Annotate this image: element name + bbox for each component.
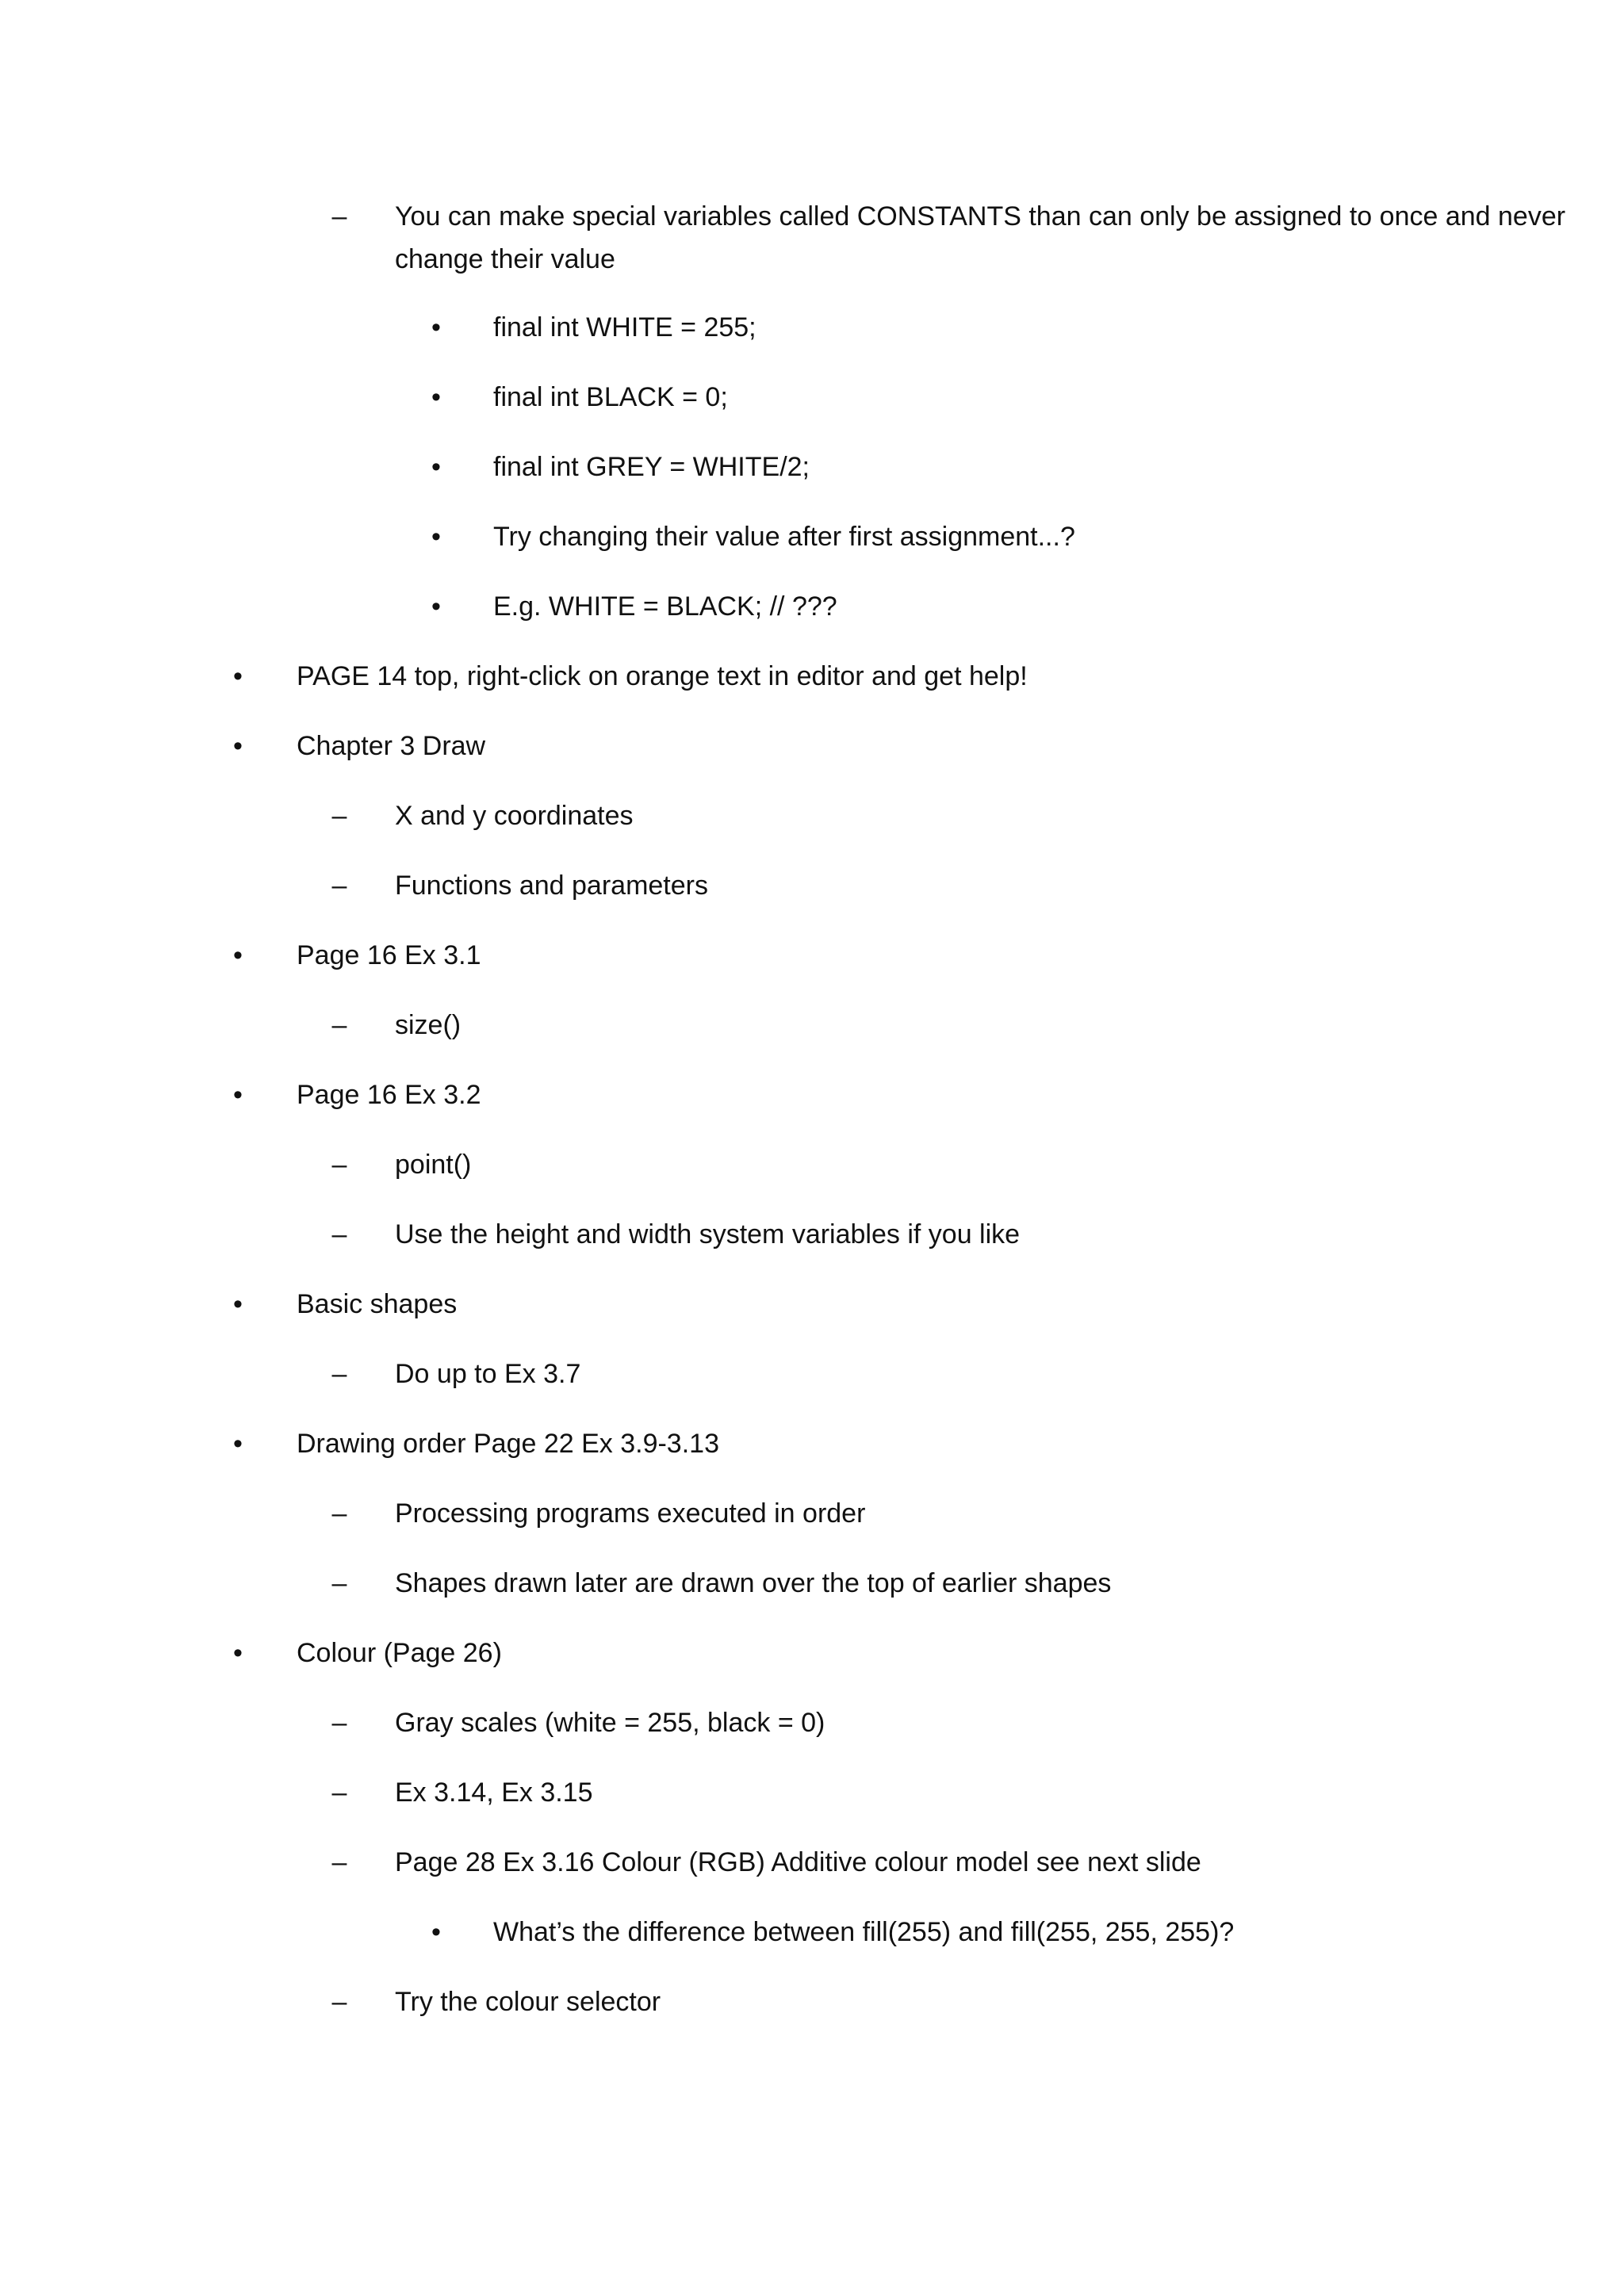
list-item-text: Use the height and width system variables if you like xyxy=(395,1219,1021,1249)
dash-icon: – xyxy=(331,1219,347,1249)
list-item-text: final int GREY = WHITE/2; xyxy=(493,452,810,482)
list-item-text: Functions and parameters xyxy=(395,871,708,901)
list-item-text: Drawing order Page 22 Ex 3.9-3.13 xyxy=(297,1429,719,1459)
bullet-icon: • xyxy=(431,452,441,482)
list-item-text: You can make special variables called CONSTANTS than can only be assigned to once and never change their value xyxy=(395,201,1566,274)
dash-icon: – xyxy=(331,871,347,901)
list-item-text: Page 16 Ex 3.2 xyxy=(297,1080,481,1110)
bullet-icon: • xyxy=(233,1289,243,1319)
list-item-text: final int WHITE = 255; xyxy=(493,312,756,342)
bullet-icon: • xyxy=(233,661,243,691)
bullet-icon: • xyxy=(233,1080,243,1110)
bullet-icon: • xyxy=(431,382,441,412)
list-item-text: final int BLACK = 0; xyxy=(493,382,728,412)
list-item-text: Colour (Page 26) xyxy=(297,1638,502,1668)
list-item-text: Page 16 Ex 3.1 xyxy=(297,940,481,970)
list-item-text: What’s the difference between fill(255) and fill(255, 255, 255)? xyxy=(493,1917,1235,1947)
bullet-icon: • xyxy=(431,522,441,552)
bullet-icon: • xyxy=(233,731,243,761)
list-item-text: Processing programs executed in order xyxy=(395,1498,866,1529)
dash-icon: – xyxy=(331,1987,347,2017)
dash-icon: – xyxy=(331,201,347,232)
list-item-text: Ex 3.14, Ex 3.15 xyxy=(395,1777,593,1808)
dash-icon: – xyxy=(331,1150,347,1180)
bullet-icon: • xyxy=(233,1429,243,1459)
list-item-text: Try changing their value after first assignment...? xyxy=(493,522,1075,552)
list-item-text: Do up to Ex 3.7 xyxy=(395,1359,581,1389)
list-item-text: Try the colour selector xyxy=(395,1987,661,2017)
dash-icon: – xyxy=(331,1498,347,1529)
bullet-icon: • xyxy=(431,312,441,342)
list-item-text: E.g. WHITE = BLACK; // ??? xyxy=(493,591,837,622)
list-item-text: Chapter 3 Draw xyxy=(297,731,486,761)
bullet-icon: • xyxy=(233,940,243,970)
dash-icon: – xyxy=(331,1568,347,1598)
list-item-text: X and y coordinates xyxy=(395,801,634,831)
dash-icon: – xyxy=(331,1010,347,1040)
dash-icon: – xyxy=(331,1359,347,1389)
list-item-text: Basic shapes xyxy=(297,1289,458,1319)
bullet-icon: • xyxy=(233,1638,243,1668)
dash-icon: – xyxy=(331,1777,347,1808)
dash-icon: – xyxy=(331,801,347,831)
list-item-text: size() xyxy=(395,1010,462,1040)
list-item-text: Page 28 Ex 3.16 Colour (RGB) Additive colour model see next slide xyxy=(395,1847,1201,1877)
list-item-text: point() xyxy=(395,1150,472,1180)
list-item-text: PAGE 14 top, right-click on orange text in editor and get help! xyxy=(297,661,1028,691)
bullet-icon: • xyxy=(431,591,441,622)
list-item-text: Shapes drawn later are drawn over the top of earlier shapes xyxy=(395,1568,1112,1598)
bullet-icon: • xyxy=(431,1917,441,1947)
dash-icon: – xyxy=(331,1708,347,1738)
dash-icon: – xyxy=(331,1847,347,1877)
list-item-text: Gray scales (white = 255, black = 0) xyxy=(395,1708,825,1738)
